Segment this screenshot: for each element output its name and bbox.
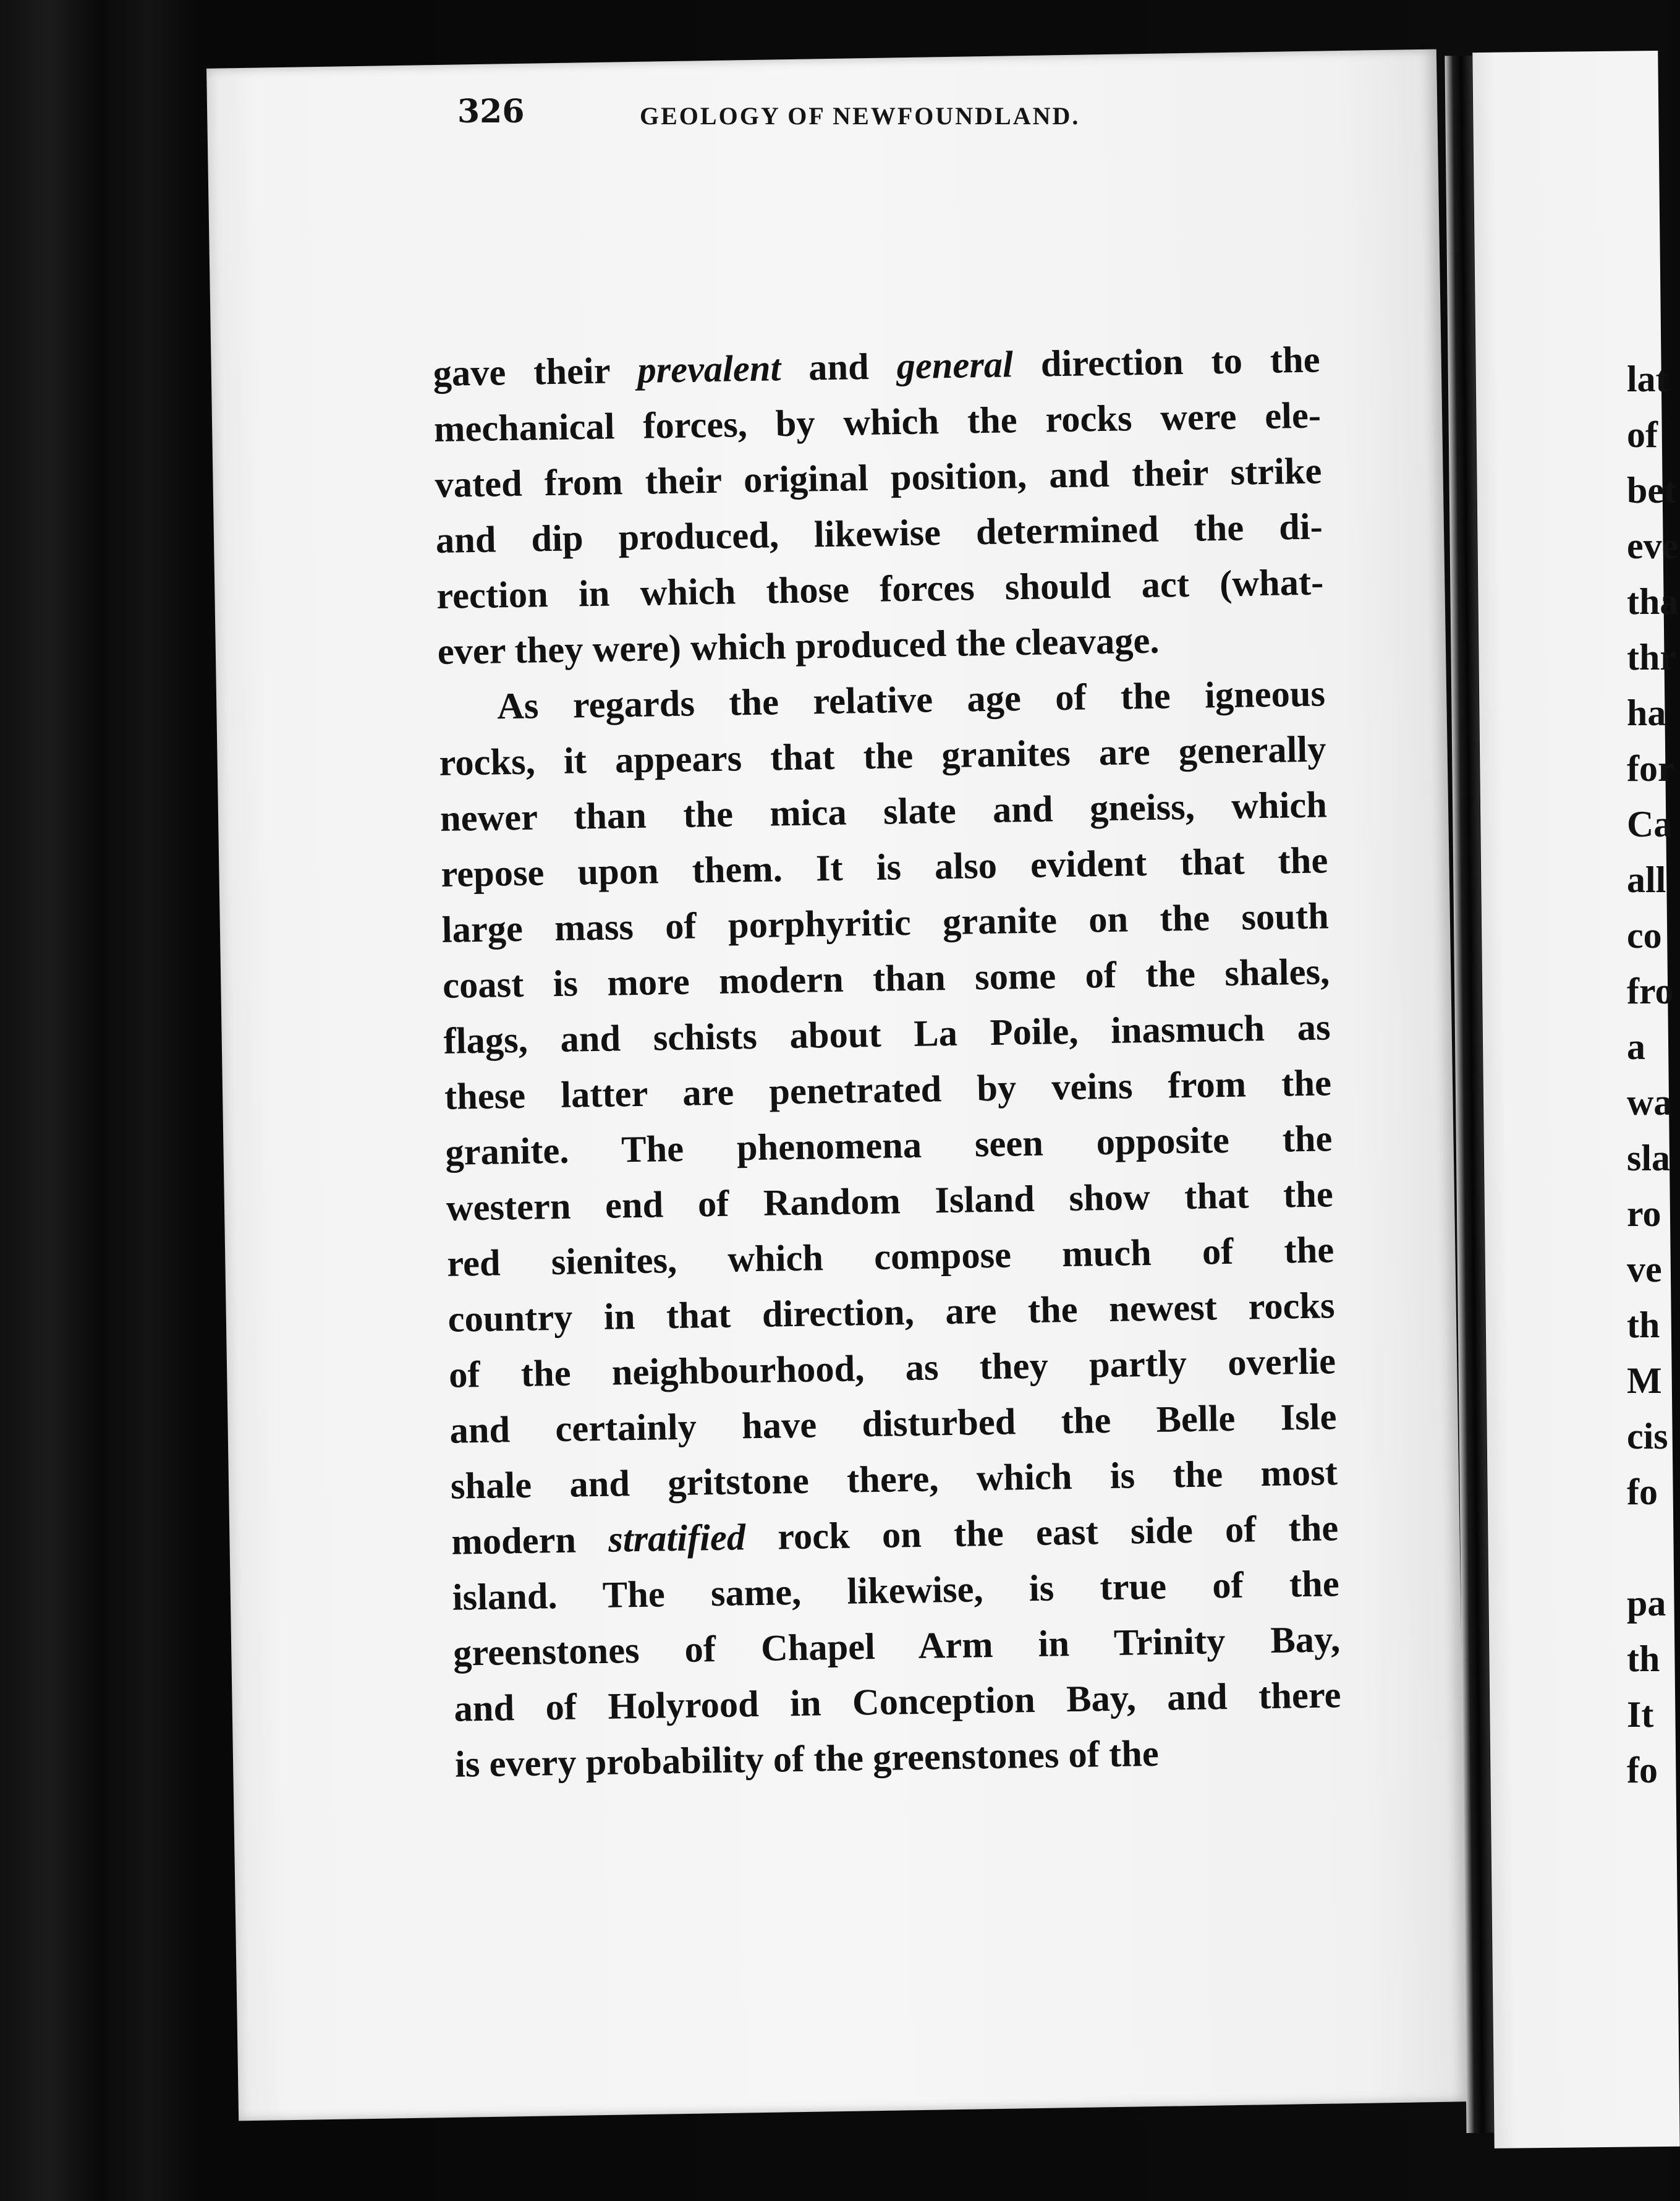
right-page-fragment <box>1627 1520 1676 1575</box>
right-page-fragment: for <box>1627 748 1674 789</box>
right-page-fragment: sla <box>1627 1138 1671 1178</box>
italic-run: prevalent <box>637 347 781 391</box>
text-run: shale and gritstone there, which is the most <box>450 1452 1338 1507</box>
right-page-fragment: cis <box>1627 1416 1668 1457</box>
text-run: island. The same, likewise, is true of the <box>452 1563 1340 1619</box>
right-page-fragment: fro <box>1627 971 1674 1011</box>
right-page-fragment: ve <box>1627 1249 1662 1290</box>
right-page-text-fragments <box>1627 351 1679 1798</box>
right-page-fragment: all <box>1627 859 1666 900</box>
text-run: rection in which those forces should act (what- <box>436 561 1324 617</box>
text-run: direction to the <box>1012 339 1321 386</box>
text-run: ever they were) which produced the cleavage. <box>437 619 1160 673</box>
text-run: large mass of porphyritic granite on the south <box>441 895 1330 951</box>
right-page-fragment: co <box>1627 915 1662 956</box>
text-run: western end of Random Island show that the <box>446 1173 1334 1229</box>
text-run: vated from their original position, and their strike <box>435 450 1322 506</box>
paragraph-2 <box>438 666 1342 1792</box>
right-page-fragment: It <box>1627 1694 1654 1735</box>
running-head: GEOLOGY OF NEWFOUNDLAND. <box>640 102 1080 130</box>
text-run: rock on the east side of the <box>745 1507 1339 1559</box>
text-run: and dip produced, likewise determined the di- <box>435 506 1323 561</box>
right-page-fragment: pa <box>1627 1583 1666 1624</box>
text-run: flags, and schists about La Poile, inasmuch as <box>443 1007 1331 1062</box>
right-page-fragment: thr <box>1627 637 1676 678</box>
page-number: 326 <box>457 93 525 130</box>
text-run: newer than the mica slate and gneiss, which <box>439 784 1328 840</box>
text-run: red sienites, which compose much of the <box>446 1229 1334 1285</box>
text-run: country in that direction, are the newest rocks <box>448 1285 1336 1340</box>
text-run: of the neighbourhood, as they partly overlie <box>448 1340 1336 1396</box>
right-page-fragment: wa <box>1627 1082 1673 1123</box>
text-run: greenstones of Chapel Arm in Trinity Bay, <box>452 1619 1341 1674</box>
italic-run: general <box>896 344 1014 388</box>
page-header <box>235 93 1162 167</box>
right-page-fragment: a <box>1627 1026 1645 1067</box>
right-page-fragment: M <box>1627 1360 1662 1401</box>
text-run: mechanical forces, by which the rocks were ele- <box>433 394 1322 450</box>
right-page-fragment: ro <box>1627 1193 1661 1234</box>
right-page-fragment: fo <box>1627 1471 1658 1512</box>
right-page-fragment: fo <box>1627 1750 1658 1790</box>
text-run: and certainly have disturbed the Belle Isle <box>449 1396 1337 1452</box>
right-page-fragment: tha <box>1627 581 1679 622</box>
text-run: As regards the relative age of the igneous <box>496 673 1326 728</box>
text-run: these latter are penetrated by veins from the <box>444 1062 1332 1118</box>
body-text <box>433 332 1343 1792</box>
text-run: gave their <box>433 349 638 394</box>
text-run: coast is more modern than some of the shales, <box>442 951 1330 1007</box>
text-run: granite. The phenomena seen opposite the <box>444 1118 1333 1173</box>
right-page-fragment: bet <box>1627 470 1676 511</box>
text-run: repose upon them. It is also evident that the <box>440 840 1328 895</box>
text-run: and <box>780 346 897 390</box>
text-run: and of Holyrood in Conception Bay, and there <box>454 1674 1341 1730</box>
text-run: rocks, it appears that the granites are generally <box>439 728 1326 784</box>
italic-run: stratified <box>608 1517 746 1560</box>
text-run: modern <box>451 1518 609 1563</box>
right-page-fragment: Ca <box>1627 804 1673 845</box>
right-page-fragment: th <box>1627 1638 1660 1679</box>
right-page-fragment: ha <box>1627 692 1666 733</box>
right-page-fragment: th <box>1627 1305 1660 1345</box>
paragraph-1 <box>433 332 1325 679</box>
right-page-fragment: eve <box>1627 526 1679 566</box>
right-page-fragment: of <box>1627 414 1658 455</box>
right-page-fragment: lat <box>1627 359 1668 399</box>
text-run: is every probability of the greenstones of the <box>454 1732 1160 1786</box>
